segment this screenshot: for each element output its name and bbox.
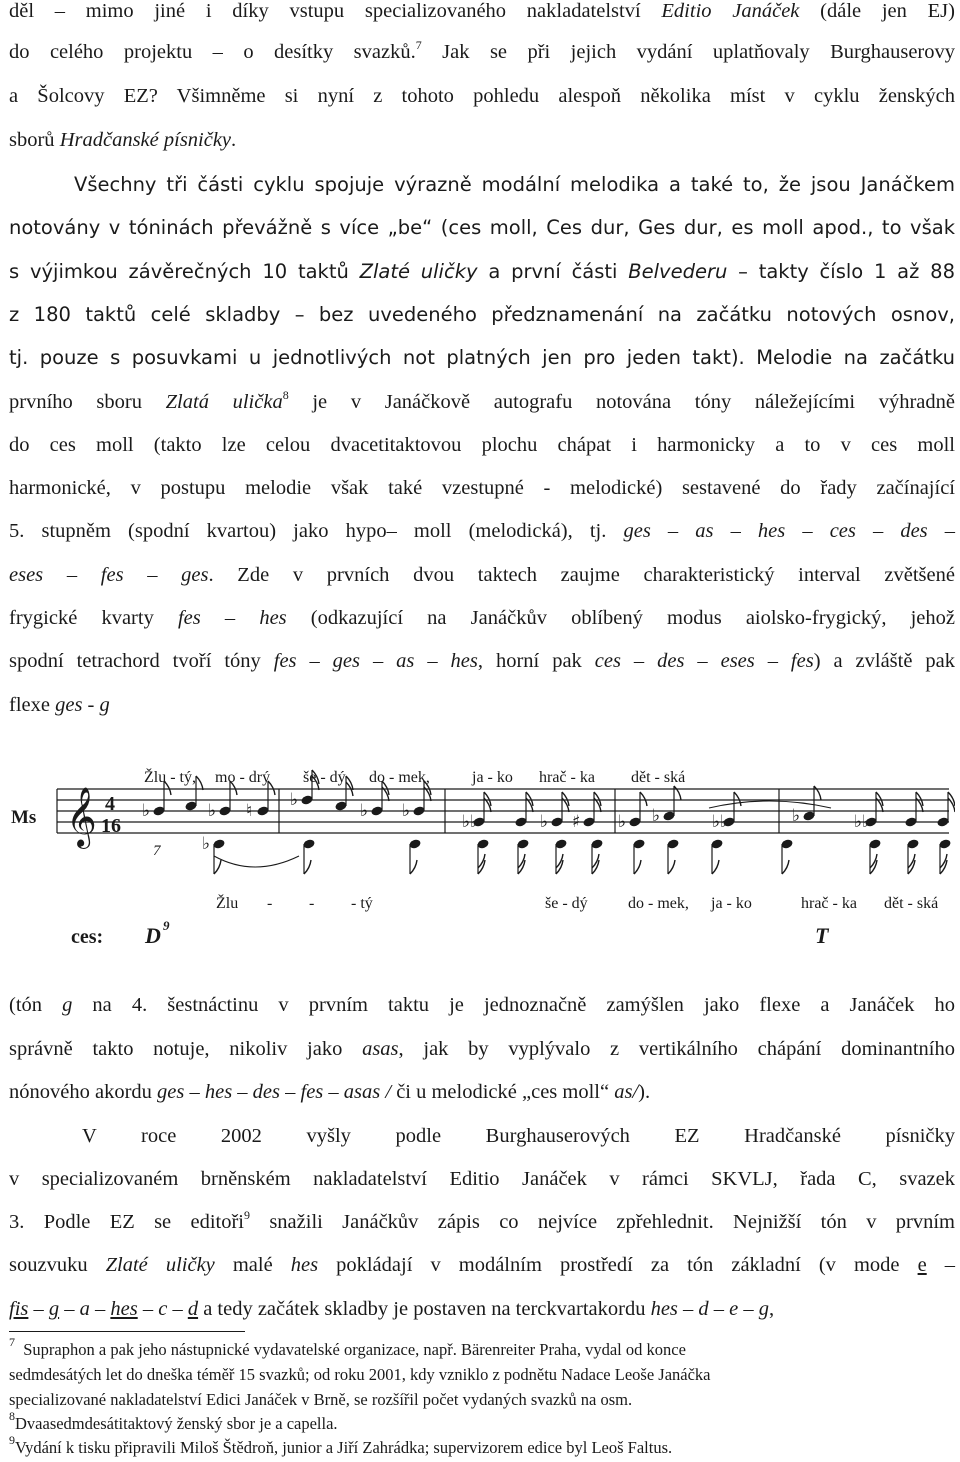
text-run: na 4. šestnáctinu v prvním taktu je jednoznačně zamýšlen jako flexe a Janáček ho <box>72 994 955 1016</box>
text-run: d <box>187 1298 199 1320</box>
lyric-lower: ja - ko <box>711 895 752 912</box>
note-icon <box>142 781 171 821</box>
text-run: , <box>769 1298 775 1320</box>
text-run: Belvederu <box>628 260 728 283</box>
text-run: a první části <box>477 260 629 283</box>
lyric-upper: Žlu - tý, <box>144 769 196 786</box>
tonic-label: T <box>815 923 829 948</box>
flat-icon: ♯ <box>572 812 581 832</box>
footnote-7-line2: sedmdesátých let do dneška téměř 15 svazků; od roku 2001, kdy vzniklo z podnětu Nadace Leoše Janáčka <box>9 1365 711 1384</box>
footnote-ref-7[interactable]: 7 <box>415 38 422 52</box>
paragraph2-line3 <box>9 259 955 285</box>
paragraph2-line9 <box>9 518 955 544</box>
text-run: malé <box>214 1254 291 1276</box>
paragraph2-line5: tj. pouze s posuvkami u jednotlivých not platných jen pro jeden takt). Melodie na začátku <box>9 346 955 369</box>
text-run: nónového akordu <box>9 1081 158 1103</box>
note-icon <box>632 838 645 874</box>
note-icon <box>360 781 389 821</box>
text-run: ). <box>638 1081 651 1103</box>
note-icon <box>868 838 881 874</box>
paragraph2-line2: notovány v tóninách převážně s více „be“ (ces moll, Ces dur, Ges dur, es moll apod., to však <box>9 216 955 239</box>
flat-icon: ♭♭ <box>462 812 479 832</box>
flat-icon: ♭ <box>202 834 211 854</box>
footnote-text: Vydání k tisku připravili Miloš Štědroň, junior a Jiří Zahrádka; supervizorem edice byl Leoš Faltus. <box>15 1438 673 1457</box>
note-icon <box>652 786 681 826</box>
text-run: – <box>28 1298 49 1320</box>
note-icon <box>712 792 741 832</box>
chord-superscript: 9 <box>163 918 170 933</box>
text-run: (dále jen EJ) <box>799 0 955 22</box>
flat-icon: ♭ <box>142 801 151 821</box>
text-run: fes – ges – as – hes <box>273 650 478 672</box>
text-run: Hradčanské písničky <box>59 129 232 151</box>
note-icon <box>476 838 489 874</box>
paragraph1-line4 <box>9 127 955 153</box>
note-icon <box>540 792 569 832</box>
flat-icon: ♮ <box>246 801 253 821</box>
text-run: g <box>48 1298 60 1320</box>
paragraph3-line3 <box>9 1079 955 1105</box>
note-icon <box>202 834 226 874</box>
text-run: . <box>231 129 237 151</box>
text-run: – <box>59 1298 80 1320</box>
text-run: 3. Podle EZ se editoři <box>9 1211 244 1233</box>
lyric-upper: hrač - ka <box>539 769 595 786</box>
note-icon <box>554 838 567 874</box>
flat-icon: ♭ <box>652 806 661 826</box>
lyric-upper: dět - ská <box>631 769 686 786</box>
flat-icon: ♭♭ <box>712 812 729 832</box>
flat-icon: ♭ <box>618 812 627 832</box>
music-example <box>9 760 955 960</box>
note-icon <box>666 838 679 874</box>
paragraph4-line4 <box>9 1252 955 1278</box>
flat-icon: ♭ <box>792 806 801 826</box>
time-signature-top: 4 <box>105 793 115 815</box>
text-run: je v Janáčkově autografu notována tóny náležejícími výhradně <box>288 391 955 413</box>
note-icon <box>710 838 723 874</box>
note-icon <box>246 781 275 821</box>
text-run: souzvuku <box>9 1254 106 1276</box>
footnote-number: 8 <box>9 1409 15 1423</box>
paragraph4-line2: v specializovaném brněnském nakladatelství Editio Janáček v rámci SKVLJ, řada C, svazek <box>9 1168 955 1190</box>
text-run: g <box>62 994 73 1016</box>
note-icon <box>208 781 237 821</box>
note-icon <box>302 838 315 874</box>
text-run: ) a zvláště pak <box>813 650 955 672</box>
footnote-7-line3: specializované nakladatelství Edici Janáček v Brně, se rozšířil počet vydaných svazků na osm. <box>9 1390 633 1409</box>
note-icon <box>590 838 603 874</box>
key-label: ces: <box>71 926 104 948</box>
flat-icon: ♭ <box>360 801 369 821</box>
note-icon <box>516 838 529 874</box>
flat-icon: ♭ <box>290 790 299 810</box>
text-run: či u melodické „ces moll“ <box>391 1081 615 1103</box>
note-icon <box>938 838 951 874</box>
footnote-number: 9 <box>9 1433 15 1447</box>
paragraph2-line7: do ces moll (takto lze celou dvacetitaktovou plochu chápat i harmonicky a to v ces moll <box>9 434 955 456</box>
footnote-ref-9[interactable]: 9 <box>244 1208 250 1222</box>
text-run: Zlatá ulička <box>165 391 283 413</box>
text-run: děl – mimo jiné i díky vstupu specializovaného nakladatelství <box>9 0 662 22</box>
upper-lyrics <box>144 767 685 786</box>
paragraph2-line10 <box>9 562 955 588</box>
text-run: do celého projektu – o desítky svazků. <box>9 41 416 63</box>
footnote-8 <box>9 1409 955 1435</box>
text-run: fis <box>9 1298 29 1320</box>
paragraph4-line1: V roce 2002 vyšly podle Burghauserových EZ Hradčanské písničky <box>82 1125 955 1147</box>
text-run: eses – fes – ges <box>9 564 209 586</box>
flat-icon: ♭ <box>402 801 411 821</box>
lyric-lower: dět - ská <box>884 895 939 912</box>
text-run: frygické kvarty <box>9 607 178 629</box>
paragraph2-line6 <box>9 389 955 415</box>
text-run: (odkazující na Janáčkův oblíbený modus aiolsko-frygický, jehož <box>286 607 955 629</box>
lyric-upper: do - mek, <box>369 769 430 786</box>
text-run: e <box>917 1254 927 1276</box>
note-icon <box>854 792 883 832</box>
time-signature-bottom: 16 <box>101 815 121 837</box>
paragraph2-line11 <box>9 605 955 631</box>
footnote-text: Dvaasedmdesátitaktový ženský sbor je a capella. <box>15 1414 338 1433</box>
footnote-7 <box>9 1335 955 1361</box>
lyric-upper: ja - ko <box>472 769 513 786</box>
note-icon <box>408 838 421 874</box>
lyric-upper: še - dý <box>303 769 346 786</box>
text-run: ces – des – eses – fes <box>594 650 814 672</box>
lyric-upper: mo - drý <box>215 769 271 786</box>
lyric-lower: hrač - ka <box>801 895 857 912</box>
text-run: ges – as – hes – ces – des – <box>623 520 955 542</box>
text-run: (tón <box>9 994 63 1016</box>
text-run: snažili Janáčkův zápis co nejvíce zpřehlednit. Nejnižší tón v prvním <box>250 1211 955 1233</box>
note-icon <box>618 792 647 832</box>
paragraph2-line4: z 180 taktů celé skladby – bez uvedeného předznamenání na začátku notových osnov, <box>9 303 955 326</box>
text-run: asas <box>362 1038 399 1060</box>
text-run: sborů <box>9 129 60 151</box>
footnote-number: 7 <box>9 1335 15 1349</box>
flat-icon: ♭♭ <box>854 812 871 832</box>
footnote-text: Supraphon a pak jeho nástupnické vydavatelské organizace, např. Bärenreiter Praha, vydal od konce <box>23 1340 686 1359</box>
note-icon <box>462 792 491 832</box>
text-run: pokládají v modálním prostředí za tón základní (v mode <box>318 1254 918 1276</box>
text-run: as/ <box>614 1081 639 1103</box>
paragraph1-line3: a Šolcovy EZ? Všimněme si nyní z tohoto pohledu alespoň několika míst v cyklu ženských <box>9 85 955 107</box>
text-run: ges - g <box>55 694 110 716</box>
text-run: ges – hes – des – fes – asas / <box>157 1081 392 1103</box>
lyric-lower: do - mek, <box>628 895 689 912</box>
text-run: , horní pak <box>477 650 595 672</box>
paragraph2-line13 <box>9 692 955 718</box>
flat-icon: ♭ <box>208 801 217 821</box>
lyric-lower: še - dý <box>545 895 588 912</box>
lyric-lower: - <box>267 895 273 912</box>
note-icon <box>572 792 601 832</box>
lyric-lower: - tý <box>351 895 373 912</box>
text-run: hes – d – e – g <box>650 1298 770 1320</box>
text-run: c <box>158 1298 168 1320</box>
footnote-ref-8[interactable]: 8 <box>282 388 289 402</box>
text-run: Jak se při jejich vydání uplatňovaly Burghauserovy <box>421 41 956 63</box>
note-icon <box>780 838 793 874</box>
text-run: s výjimkou závěrečných 10 taktů <box>9 260 360 283</box>
paragraph3-line2 <box>9 1036 955 1062</box>
paragraph2-line8: harmonické, v postupu melodie však také vzestupné - melodické) sestavené do řady začínající <box>9 477 955 499</box>
text-run: – <box>167 1298 188 1320</box>
lyric-lower: - <box>309 895 315 912</box>
text-run: – <box>89 1298 111 1320</box>
staff-label: Ms <box>11 807 37 828</box>
paragraph4-line3 <box>9 1209 955 1235</box>
text-run: – takty číslo 1 až 88 <box>727 260 955 283</box>
note-icon <box>792 786 821 826</box>
lower-lyrics <box>216 893 938 912</box>
note-icon <box>402 781 431 821</box>
text-run: hes <box>290 1254 319 1276</box>
text-run: flexe <box>9 694 56 716</box>
treble-clef-icon: 𝄞 <box>66 787 97 847</box>
paragraph3-line1 <box>9 992 955 1018</box>
text-run: Zlaté uličky <box>105 1254 215 1276</box>
text-run: 5. stupněm (spodní kvartou) jako hypo– moll (melodická), tj. <box>9 520 624 542</box>
text-run: fes – hes <box>177 607 287 629</box>
text-run: – <box>137 1298 159 1320</box>
text-run: Editio Janáček <box>661 0 800 22</box>
note-icon <box>936 792 955 828</box>
paragraph1-line1 <box>9 0 955 24</box>
text-run: správně takto notuje, nikoliv jako <box>9 1038 363 1060</box>
text-run: prvního sboru <box>9 391 166 413</box>
paragraph2-line12 <box>9 648 955 674</box>
paragraph4-line5 <box>9 1296 955 1322</box>
text-run: a tedy začátek skladby je postaven na terckvartakordu <box>198 1298 651 1320</box>
text-run: hes <box>110 1298 138 1320</box>
flat-icon: ♭ <box>540 812 549 832</box>
paragraph1-line2 <box>9 39 955 65</box>
text-run: Zlaté uličky <box>359 260 478 283</box>
text-run: . Zde v prvních dvou taktech zaujme charakteristický interval zvětšené <box>208 564 955 586</box>
lyric-lower: Žlu <box>216 895 239 912</box>
fingering-mark: 7 <box>153 843 161 859</box>
staff-lines <box>57 789 949 833</box>
paragraph2-line1: Všechny tři části cyklu spojuje výrazně modální melodika a také to, že jsou Janáčkem <box>74 173 955 196</box>
lower-voice-notes <box>202 834 952 874</box>
text-run: , jak by vyplývalo z vertikálního chápání dominantního <box>398 1038 955 1060</box>
note-icon <box>906 838 919 874</box>
text-run: spodní tetrachord tvoří tóny <box>9 650 274 672</box>
footnote-separator <box>9 1331 245 1332</box>
text-run: a <box>79 1298 90 1320</box>
footnote-9 <box>9 1433 955 1459</box>
chord-label: D <box>145 923 161 948</box>
text-run: – <box>926 1254 956 1276</box>
